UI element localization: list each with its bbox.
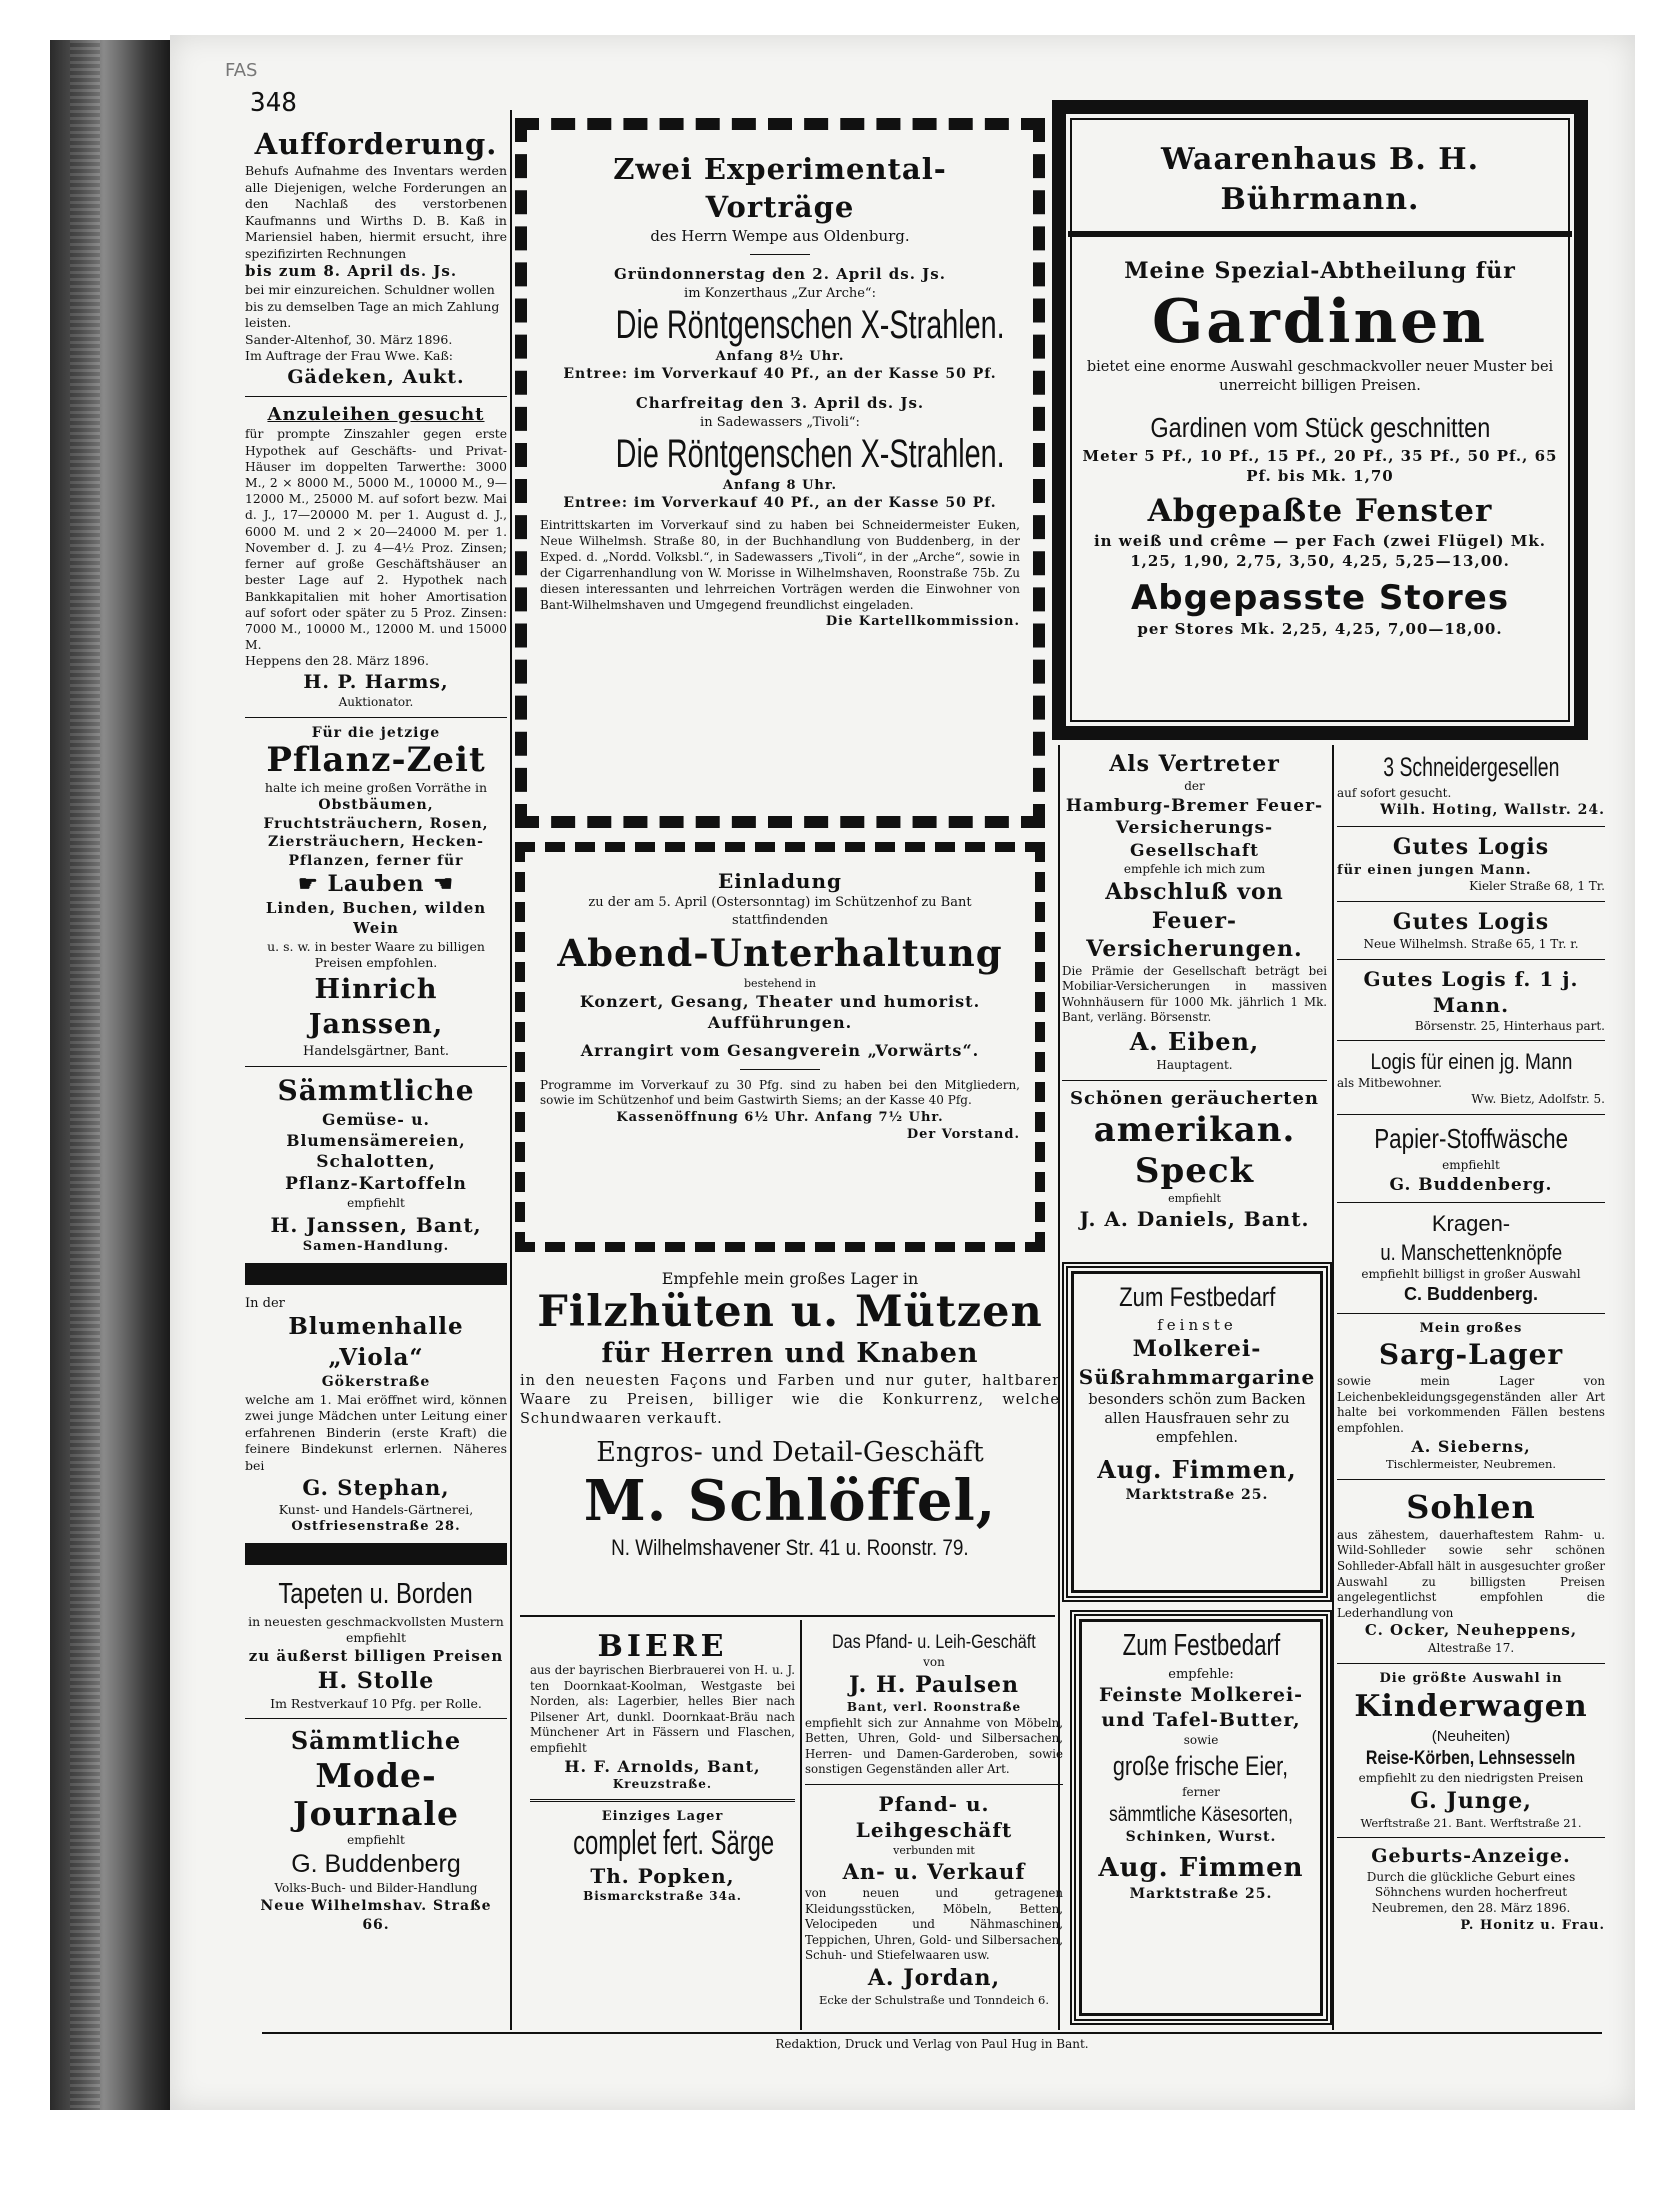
- ad-kw-l2: Reise-Körben, Lehnsesseln: [1366, 1748, 1576, 1770]
- ad-ein-title: Einladung: [718, 869, 842, 893]
- ad-pap-sign: G. Buddenberg.: [1389, 1174, 1553, 1195]
- ad-aufforderung-date: bis zum 8. April ds. Js.: [245, 262, 458, 281]
- ad-so-body: aus zähestem, dauerhaftestem Rahm- u. Wild-Sohlleder sowie sehr schönen Sohlleder-Abfall hält in ausgesuchter großer Auswahl zu billigsten Preisen angelegentlichst empfohlen die Lederhandlung von: [1337, 1527, 1605, 1620]
- ad-lg1-body: für einen jungen Mann.: [1337, 862, 1532, 878]
- ad-fb1-title: Zum Festbedarf: [1118, 1282, 1276, 1312]
- ad-filz-title: Filzhüten u. Mützen: [537, 1287, 1043, 1338]
- ad-exp-topic1-wrap: [540, 302, 1020, 348]
- ad-so-title: Sohlen: [1406, 1487, 1536, 1526]
- ad-leih-title: Pfand- u. Leihgeschäft: [855, 1792, 1013, 1843]
- ad-sarg-addr: Bismarckstraße 34a.: [583, 1889, 742, 1904]
- ad-tapeten-rest: Im Restverkauf 10 Pfg. per Rolle.: [270, 1695, 482, 1711]
- ad-tapeten-sign: H. Stolle: [317, 1667, 435, 1694]
- ad-exp-d1: Gründonnerstag den 2. April ds. Js.: [614, 265, 946, 284]
- ad-sch-body: auf sofort gesucht.: [1337, 785, 1452, 800]
- ad-ver-der: der: [1184, 779, 1205, 794]
- column-3: [1062, 750, 1327, 1233]
- ad-aufforderung-body: Behufs Aufnahme des Inventars werden alle Diejenigen, welche Forderungen an den Nachlaß des verstorbenen Kaufmanns und Wirths D. B. Kaß in Mariensiel haben, hiermit ersucht, ihre spezifizirten Rechnungen: [245, 163, 507, 261]
- ad-pflanz-sign: Hinrich Janssen,: [308, 973, 444, 1041]
- ad-saemereien-emp: empfiehlt: [347, 1195, 405, 1210]
- ad-blumenhalle-pre: In der: [245, 1296, 285, 1312]
- ad-saemereien-l2: Schalotten,: [316, 1151, 436, 1172]
- ad-exp-topic2-wrap: [540, 431, 1020, 477]
- ad-fb2-l2: große frische Eier,: [1113, 1751, 1289, 1782]
- ad-ein-body: Programme im Vorverkauf zu 30 Pfg. sind zu haben bei den Mitgliedern, sowie im Schützenhof und beim Gastwirth Siems; an der Kasse 40 Pfg.: [540, 1077, 1020, 1108]
- column-1: [245, 125, 507, 1934]
- ad-aufforderung-body2: bei mir einzureichen. Schuldner wollen bis zu demselben Tage an mich Zahlung leisten.: [245, 282, 500, 331]
- ad-pflanz-role: Handelsgärtner, Bant.: [303, 1043, 449, 1059]
- ad-experimental: [540, 150, 1020, 631]
- ad-filz-pre: Empfehle mein großes Lager in: [661, 1269, 919, 1288]
- ad-exp-sign: Die Kartellkommission.: [825, 614, 1020, 630]
- ad-anleihe-title: Anzuleihen gesucht: [267, 403, 485, 425]
- ad-fb2-l3-wrap: [1086, 1801, 1316, 1829]
- ad-anleihe-body: für prompte Zinszahler gegen erste Hypothek auf Geschäfts- und Privat-Häuser im doppelten Tarwerthe: 3000 M., 2 × 8000 M., 5000 M., 10000 M., 9—12000 M., 25000 M. auf sofort bezw. Mai d. J., 17—20000 M. per 1. August d. J., 6000 M. und 2 × 20—24000 M. per 1. November d. J. zu 4—4½ Proz. Zinsen; ferner auf große Geschäftshäuser an bester Lage auf 2. Hypothek nach Bankkapitalien mit hoher Amortisation auf sofort oder später zu 5 Proz. Zinsen: 7000 M., 10000 M., 12000 M. und 15000 M.: [245, 427, 507, 653]
- ad-speck-title: amerikan. Speck: [1093, 1110, 1296, 1192]
- ad-ein-prog: Konzert, Gesang, Theater und humorist. Aufführungen.: [579, 992, 981, 1033]
- ad-saemereien-sign: H. Janssen, Bant,: [270, 1212, 482, 1237]
- ad-fb1-l2: Süßrahmmargarine: [1078, 1365, 1316, 1390]
- ad-fb1-l1: Molkerei-: [1132, 1336, 1262, 1363]
- ad-mode-emp: empfiehlt: [347, 1832, 405, 1847]
- black-rule: [245, 1263, 507, 1285]
- ad-pflanz-lauben-row: [245, 870, 507, 899]
- ad-fb2-emp: empfehle:: [1168, 1666, 1234, 1682]
- ad-pfand-von: von: [923, 1655, 945, 1670]
- ad-blumenhalle-sign: G. Stephan,: [302, 1475, 450, 1501]
- ad-wh-body: bietet eine enorme Auswahl geschmackvoller neuer Muster bei unerreicht billigen Preisen.: [1086, 359, 1554, 395]
- ad-pflanz-lauben: Lauben: [327, 871, 425, 898]
- ad-speck-pre: Schönen geräucherten: [1069, 1087, 1320, 1109]
- ad-wh-sub: Meine Spezial-Abtheilung für: [1124, 258, 1516, 285]
- ad-exp-loc1: im Konzerthaus „Zur Arche“:: [684, 286, 876, 302]
- ad-pap-emp: empfiehlt: [1442, 1158, 1500, 1173]
- ad-sarg-title-wrap: [530, 1825, 795, 1862]
- ad-fb2-sign: Aug. Fimmen: [1098, 1852, 1304, 1883]
- ad-exp-loc2: in Sadewassers „Tivoli“:: [700, 414, 860, 430]
- ad-kw-sign: G. Junge,: [1410, 1788, 1532, 1815]
- ad-filz-sub: für Herren und Knaben: [601, 1338, 979, 1370]
- ad-festbedarf-2: [1086, 1625, 1316, 1903]
- ad-pfand-sign: J. H. Paulsen: [848, 1671, 1020, 1698]
- ad-lg4-title-wrap: [1337, 1047, 1605, 1076]
- ad-pflanz-pre: Für die jetzige: [311, 724, 441, 741]
- ad-anleihe-role: Auktionator.: [338, 695, 414, 710]
- ad-speck-sign: J. A. Daniels, Bant.: [1079, 1207, 1310, 1232]
- ad-anleihe-place: Heppens den 28. März 1896.: [245, 653, 429, 669]
- ad-exp-time1: Anfang 8½ Uhr.: [715, 349, 845, 365]
- ad-sl-title: Sarg-Lager: [1378, 1338, 1564, 1372]
- ad-kr-title2-wrap: [1337, 1238, 1605, 1267]
- ad-mode-pre: Sämmtliche: [290, 1726, 462, 1756]
- ad-festbedarf-1: [1078, 1280, 1316, 1504]
- ad-filz-addr-wrap: [520, 1533, 1060, 1562]
- ad-aufforderung-place: Sander-Altenhof, 30. März 1896.: [245, 331, 453, 347]
- ad-exp-time2: Anfang 8 Uhr.: [722, 477, 838, 493]
- ad-exp-body: Eintrittskarten im Vorverkauf sind zu haben bei Schneidermeister Euken, Neue Wilhelmsh. Straße 80, in der Buchhandlung von Buddenberg, in der Exped. d. „Nordd. Volksbl.“, in Sadewassers „Tivoli“, in der „Arche“, sowie in der Cigarrenhandlung von W. Morisse in Wilhelmshaven, Roonstraße 75b. Zu diesen interessanten und lehrreichen Vorträgen werden die Einwohner von Bant-Wilhelmshaven und Umgegend freundlichst eingeladen.: [540, 518, 1020, 612]
- ad-aufforderung-sign: Gädeken, Aukt.: [287, 365, 465, 388]
- ad-wh-stores: Abgepasste Stores: [1130, 577, 1510, 618]
- ad-sch-title-wrap: [1337, 750, 1605, 786]
- ad-fb1-body: besonders schön zum Backen allen Hausfrauen sehr zu empfehlen.: [1088, 1391, 1306, 1447]
- ad-lg2-title: Gutes Logis: [1392, 908, 1550, 935]
- ad-ein-sign: Der Vorstand.: [906, 1127, 1020, 1143]
- ad-filz-eng: Engros- und Detail-Geschäft: [596, 1437, 984, 1469]
- ad-pflanz-items: Obstbäumen, Fruchtsträuchern, Rosen, Ziersträuchern, Hecken-Pflanzen, ferner für: [263, 797, 489, 869]
- ad-ver-title: Hamburg-Bremer Feuer-Versicherungs-Gesellschaft: [1065, 795, 1324, 861]
- ad-exp-sub: des Herrn Wempe aus Oldenburg.: [650, 226, 910, 245]
- ad-pflanz-body: halte ich meine großen Vorräthe in: [264, 779, 488, 795]
- ad-saemereien-role: Samen-Handlung.: [302, 1239, 450, 1255]
- ad-ga-body: Durch die glückliche Geburt eines Söhnchens wurden hocherfreut: [1366, 1869, 1576, 1900]
- ad-wh-main: Gardinen: [1152, 287, 1488, 358]
- ad-sl-pre: Mein großes: [1419, 1320, 1523, 1336]
- ad-pfand-title: Das Pfand- u. Leih-Geschäft: [832, 1632, 1036, 1653]
- pointing-hand-icon: ☚: [433, 871, 454, 898]
- ad-saemereien-title: Sämmtliche: [277, 1074, 475, 1108]
- ad-kw-sub: (Neuheiten): [1431, 1727, 1511, 1745]
- ad-so-addr: Altestraße 17.: [1427, 1641, 1515, 1655]
- ad-leih-verb: verbunden mit: [893, 1843, 975, 1857]
- column-rule: [510, 110, 512, 2030]
- ad-sarg-sign: Th. Popken,: [590, 1863, 735, 1888]
- ad-bier-body: aus der bayrischen Bierbrauerei von H. u. J. ten Doornkaat-Koolman, Westgaste bei Norden, als: Lagerbier, helles Bier nach Pilsener Art, dunkl. Doornkaat-Bräu nach Münchener Art in Fässern und Flaschen, empfiehlt: [530, 1663, 795, 1755]
- ad-kr-sign: C. Buddenberg.: [1404, 1284, 1538, 1305]
- ad-fb2-title-wrap: [1086, 1625, 1316, 1666]
- ad-kw-body: empfiehlt zu den niedrigsten Preisen: [1358, 1771, 1584, 1786]
- ad-fb2-l2-wrap: [1086, 1749, 1316, 1785]
- ad-wh-stueck-wrap: [1080, 410, 1560, 447]
- ad-tapeten-title: [245, 1575, 507, 1613]
- ad-exp-topic2: Die Röntgenschen X-Strahlen.: [615, 431, 1005, 476]
- ad-exp-topic1: Die Röntgenschen X-Strahlen.: [615, 303, 1005, 348]
- ad-tapeten-title-text: Tapeten u. Borden: [278, 1578, 474, 1611]
- ad-kw-l2-wrap: [1337, 1746, 1605, 1771]
- ad-tapeten-price: zu äußerst billigen Preisen: [248, 1646, 504, 1665]
- ad-leih-addr: Ecke der Schulstraße und Tonndeich 6.: [818, 1992, 1050, 2007]
- ad-filzhueten: [520, 1268, 1060, 1562]
- ad-pap-title-wrap: [1337, 1121, 1605, 1158]
- ad-ein-sub: zu der am 5. April (Ostersonntag) im Schützenhof zu Bant stattfindenden: [588, 895, 972, 928]
- ad-filz-addr: N. Wilhelmshavener Str. 41 u. Roonstr. 79.: [611, 1534, 969, 1560]
- ad-bier-addr: Kreuzstraße.: [612, 1777, 713, 1792]
- ad-lg4-addr: Ww. Bietz, Adolfstr. 5.: [1471, 1092, 1605, 1107]
- ad-exp-entry1: Entree: im Vorverkauf 40 Pf., an der Kasse 50 Pf.: [563, 366, 997, 383]
- ad-saemereien-l3: Pflanz-Kartoffeln: [285, 1174, 467, 1195]
- ad-blumenhalle-body: welche am 1. Mai eröffnet wird, können zwei junge Mädchen unter Leitung einer erfahrenen Binderin (erste Kraft) die feinere Bindekunst erlernen. Näheres bei: [245, 1391, 507, 1473]
- ad-sl-sign: A. Sieberns,: [1411, 1437, 1531, 1457]
- ad-wh-prices: Meter 5 Pf., 10 Pf., 15 Pf., 20 Pf., 35 Pf., 50 Pf., 65 Pf. bis Mk. 1,70: [1082, 447, 1558, 486]
- ad-leih-sub: An- u. Verkauf: [842, 1859, 1026, 1885]
- ad-pflanz-title: Pflanz-Zeit: [266, 740, 486, 781]
- ad-kw-title: Kinderwagen: [1354, 1688, 1588, 1724]
- ad-pfand-body: empfiehlt sich zur Annahme von Möbeln, Betten, Uhren, Gold- und Silbersachen, Herren- und Damen-Garderoben, sowie sonstigen Gegenständen aller Art.: [805, 1715, 1063, 1777]
- column-4: [1337, 750, 1605, 1934]
- ad-lg4-body: als Mitbewohner.: [1337, 1076, 1442, 1091]
- ad-biere: [530, 1630, 795, 1905]
- ad-pflanz-body2: u. s. w. in bester Waare zu billigen Preisen empfohlen.: [267, 938, 485, 971]
- ad-fb2-ferner: ferner: [1182, 1784, 1220, 1799]
- pencil-mark: FAS: [225, 60, 258, 81]
- ad-lg1-addr: Kieler Straße 68, 1 Tr.: [1469, 879, 1605, 894]
- ad-wh-title: Waarenhaus B. H. Bührmann.: [1160, 142, 1480, 217]
- ad-ver-body: Die Prämie der Gesellschaft beträgt bei Mobiliar-Versicherungen in massiven Wohnhäusern für 1000 Mk. jährlich 1 Mk. Bant, verläng. Börsenstr.: [1062, 963, 1327, 1025]
- ad-fb2-l1: Feinste Molkerei- und Tafel-Butter,: [1098, 1684, 1304, 1732]
- ad-sarg-pre: Einziges Lager: [601, 1809, 724, 1825]
- column-rule: [800, 1620, 802, 2030]
- ad-mode-role: Volks-Buch- und Bilder-Handlung: [274, 1881, 478, 1896]
- ad-exp-entry2: Entree: im Vorverkauf 40 Pf., an der Kasse 50 Pf.: [563, 495, 997, 512]
- ad-fb1-feinste: feinste: [1157, 1315, 1237, 1334]
- ad-wh-stueck: Gardinen vom Stück geschnitten: [1150, 412, 1490, 444]
- ad-ver-role: Hauptagent.: [1156, 1057, 1233, 1072]
- ad-wh-fenster: Abgepaßte Fenster: [1147, 493, 1493, 530]
- ad-ga-place: Neubremen, den 28. März 1896.: [1371, 1901, 1571, 1916]
- ad-sch-sign: Wilh. Hoting, Wallstr. 24.: [1380, 802, 1605, 819]
- ad-bier-title: BIERE: [597, 1629, 728, 1664]
- imprint-footer: Redaktion, Druck und Verlag von Paul Hug in Bant.: [262, 2032, 1602, 2051]
- ad-blumenhalle-addr: Ostfriesenstraße 28.: [291, 1519, 461, 1535]
- ad-anleihe-sign: H. P. Harms,: [303, 670, 449, 693]
- ad-pfand-addr: Bant, verl. Roonstraße: [846, 1699, 1022, 1714]
- ad-pflanz-items2: Linden, Buchen, wilden Wein: [265, 899, 487, 937]
- ad-fb2-title: Zum Festbedarf: [1122, 1627, 1280, 1662]
- ad-kr-body: empfiehlt billigst in großer Auswahl: [1361, 1267, 1581, 1282]
- ad-ein-arr: Arrangirt vom Gesangverein „Vorwärts“.: [580, 1040, 980, 1060]
- ad-lg4-title: Logis für einen jg. Mann: [1370, 1049, 1572, 1075]
- ad-lg3-title: Gutes Logis f. 1 j. Mann.: [1363, 966, 1579, 1018]
- ad-fb2-sowie: sowie: [1183, 1733, 1219, 1748]
- ad-waarenhaus: [1080, 140, 1560, 640]
- ad-fb2-addr: Marktstraße 25.: [1129, 1886, 1273, 1902]
- ad-kw-addr: Werftstraße 21. Bant. Werftstraße 21.: [1360, 1816, 1582, 1831]
- ad-blumenhalle-role: Kunst- und Handels-Gärtnerei,: [278, 1501, 474, 1517]
- ad-aufforderung-auftrag: Im Auftrage der Frau Wwe. Kaß:: [245, 348, 454, 364]
- ad-blumenhalle-title: Blumenhalle „Viola“: [288, 1313, 464, 1371]
- ad-ga-sign: P. Honitz u. Frau.: [1460, 1918, 1605, 1934]
- ad-leih-body: von neuen und getragenen Kleidungsstücken, Möbeln, Betten, Velocipeden und Nähmaschinen, Teppichen, Uhren, Gold- und Silbersachen, Schuh- und Stiefelwaaren usw.: [805, 1886, 1063, 1963]
- ad-fb1-sign: Aug. Fimmen,: [1097, 1455, 1297, 1485]
- ad-fb1-addr: Marktstraße 25.: [1125, 1486, 1269, 1503]
- ad-tapeten-body: in neuesten geschmackvollsten Mustern empfiehlt: [248, 1613, 504, 1646]
- ad-sarg-title: complet fert. Särge: [573, 1824, 775, 1863]
- ad-mode-addr: Neue Wilhelmshav. Straße 66.: [260, 1898, 492, 1933]
- ad-ein-main: Abend-Unterhaltung: [557, 930, 1003, 975]
- ad-lg3-addr: Börsenstr. 25, Hinterhaus part.: [1414, 1018, 1605, 1033]
- ad-ein-time: Kassenöffnung 6½ Uhr. Anfang 7½ Uhr.: [616, 1110, 944, 1126]
- divider: [520, 1615, 1055, 1617]
- ad-pfand: [805, 1630, 1063, 2008]
- ad-fb2-l3: sämmtliche Käsesorten,: [1109, 1802, 1293, 1826]
- ad-wh-stores-price: per Stores Mk. 2,25, 4,25, 7,00—18,00.: [1137, 620, 1503, 639]
- ad-sch-title: 3 Schneidergesellen: [1382, 752, 1560, 782]
- ad-filz-sign: M. Schlöffel,: [583, 1468, 997, 1535]
- ad-blumenhalle-street: Gökerstraße: [321, 1374, 431, 1391]
- ad-kr-title: Kragen-: [1431, 1211, 1511, 1237]
- ad-exp-title: Zwei Experimental-Vorträge: [613, 152, 947, 225]
- pointing-hand-icon: ☛: [298, 871, 319, 898]
- ad-filz-body: in den neuesten Façons und Farben und nur guter, haltbarer Waare zu Preisen, billiger wie die Konkurrenz, welche Schundwaaren verkauft.: [520, 1373, 1060, 1428]
- ad-exp-d2: Charfreitag den 3. April ds. Js.: [635, 393, 925, 412]
- ad-ver-pre: Als Vertreter: [1109, 751, 1280, 777]
- ad-saemereien-l1: Gemüse- u. Blumensämereien,: [286, 1110, 466, 1150]
- ad-ver-sign: A. Eiben,: [1129, 1027, 1260, 1057]
- ad-aufforderung-title: Aufforderung.: [254, 127, 498, 161]
- page-number: 348: [250, 88, 297, 118]
- ad-bier-sign: H. F. Arnolds, Bant,: [564, 1757, 761, 1777]
- ad-pap-title: Papier-Stoffwäsche: [1374, 1123, 1568, 1155]
- ad-ein-beh: bestehend in: [744, 976, 816, 990]
- ad-ver-emp: empfehle ich mich zum: [1123, 862, 1266, 877]
- ad-wh-fenster-body: in weiß und crême — per Fach (zwei Flügel) Mk. 1,25, 1,90, 2,75, 3,50, 4,25, 5,25—13,00.: [1093, 531, 1547, 570]
- ad-ga-title: Geburts-Anzeige.: [1371, 1845, 1571, 1868]
- ad-fb2-l4: Schinken, Wurst.: [1125, 1829, 1277, 1846]
- ad-kr-title2: u. Manschettenknöpfe: [1380, 1240, 1562, 1266]
- black-rule: [245, 1543, 507, 1565]
- book-binding: [50, 40, 170, 2110]
- ad-mode-sign: G. Buddenberg: [291, 1850, 461, 1879]
- ad-pfand-title-wrap: [805, 1630, 1063, 1655]
- ad-mode-title: Mode-Journale: [293, 1755, 459, 1833]
- ad-einladung: [540, 868, 1020, 1144]
- ad-speck-emp: empfiehlt: [1168, 1191, 1221, 1205]
- ad-ver-main: Abschluß von Feuer-Versicherungen.: [1086, 879, 1303, 963]
- ad-sl-body: sowie mein Lager von Leichenbekleidungsgegenständen aller Art halte bei vorkommenden Fällen bestens empfohlen.: [1337, 1374, 1605, 1435]
- column-rule: [1332, 745, 1334, 2030]
- ad-sl-role: Tischlermeister, Neubremen.: [1385, 1457, 1557, 1472]
- ad-leih-sign: A. Jordan,: [867, 1964, 1001, 1991]
- ad-lg2-addr: Neue Wilhelmsh. Straße 65, 1 Tr. r.: [1363, 936, 1579, 951]
- ad-so-sign: C. Ocker, Neuheppens,: [1364, 1621, 1578, 1640]
- ad-fb1-title-wrap: [1078, 1280, 1316, 1316]
- ad-lg1-title: Gutes Logis: [1392, 833, 1550, 860]
- ad-kw-pre: Die größte Auswahl in: [1379, 1670, 1563, 1686]
